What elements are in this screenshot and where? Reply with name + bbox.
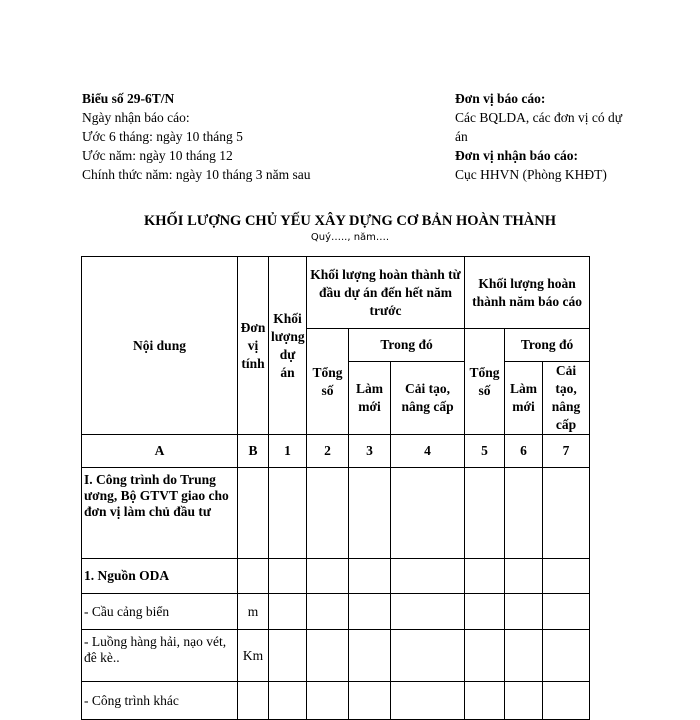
row-label: - Luồng hàng hải, nạo vét, đê kè..	[82, 630, 238, 682]
reporting-units-block	[455, 89, 625, 184]
form-number: Biểu số 29-6T/N	[82, 91, 175, 106]
header-upgrade-report-year: Cải tạo, nâng cấp	[543, 362, 590, 435]
row-unit: m	[238, 594, 269, 630]
table-row	[82, 682, 590, 720]
header-total-report-year: Tổng số	[465, 329, 505, 435]
table-row	[82, 630, 590, 682]
row-label: - Cầu cảng biển	[82, 594, 238, 630]
column-code: 4	[391, 435, 465, 468]
header-of-which-before: Trong đó	[349, 329, 465, 362]
header-upgrade-before: Cải tạo, nâng cấp	[391, 362, 465, 435]
receipt-date-label: Ngày nhận báo cáo:	[82, 110, 190, 125]
annual-estimate-date: Ước năm: ngày 10 tháng 12	[82, 148, 233, 163]
reporting-unit-label: Đơn vị báo cáo:	[455, 91, 546, 106]
header-total-before: Tổng số	[307, 329, 349, 435]
header-of-which-report-year: Trong đó	[505, 329, 590, 362]
column-code: B	[238, 435, 269, 468]
receiving-unit-value: Cục HHVN (Phòng KHĐT)	[455, 167, 607, 182]
row-unit	[238, 682, 269, 720]
row-unit	[238, 468, 269, 559]
column-code-row	[82, 435, 590, 468]
column-code: 1	[269, 435, 307, 468]
table-row	[82, 468, 590, 559]
row-unit: Km	[238, 630, 269, 682]
header-new-before: Làm mới	[349, 362, 391, 435]
volume-table	[81, 256, 590, 720]
header-unit: Đơn vị tính	[238, 257, 269, 435]
table-row	[82, 559, 590, 594]
header-completed-report-year: Khối lượng hoàn thành năm báo cáo	[465, 257, 590, 329]
row-label: I. Công trình do Trung ương, Bộ GTVT giao cho đơn vị làm chủ đầu tư	[82, 468, 238, 559]
column-code: A	[82, 435, 238, 468]
header-new-report-year: Làm mới	[505, 362, 543, 435]
header-completed-before: Khối lượng hoàn thành từ đầu dự án đến hết năm trước	[307, 257, 465, 329]
table-row	[82, 594, 590, 630]
column-code: 5	[465, 435, 505, 468]
header-content: Nội dung	[82, 257, 238, 435]
report-schedule-block	[82, 89, 311, 184]
column-code: 2	[307, 435, 349, 468]
document-title: KHỐI LƯỢNG CHỦ YẾU XÂY DỰNG CƠ BẢN HOÀN THÀNH	[143, 213, 557, 229]
column-code: 3	[349, 435, 391, 468]
six-month-estimate-date: Ước 6 tháng: ngày 10 tháng 5	[82, 129, 243, 144]
column-code: 6	[505, 435, 543, 468]
row-unit	[238, 559, 269, 594]
row-label: 1. Nguồn ODA	[82, 559, 238, 594]
official-annual-date: Chính thức năm: ngày 10 tháng 3 năm sau	[82, 167, 311, 182]
reporting-unit-value: Các BQLDA, các đơn vị có dự án	[455, 110, 623, 144]
header-project-volume: Khối lượng dự án	[269, 257, 307, 435]
document-period: Quý….., năm….	[310, 232, 390, 243]
row-label: - Công trình khác	[82, 682, 238, 720]
receiving-unit-label: Đơn vị nhận báo cáo:	[455, 148, 579, 163]
column-code: 7	[543, 435, 590, 468]
